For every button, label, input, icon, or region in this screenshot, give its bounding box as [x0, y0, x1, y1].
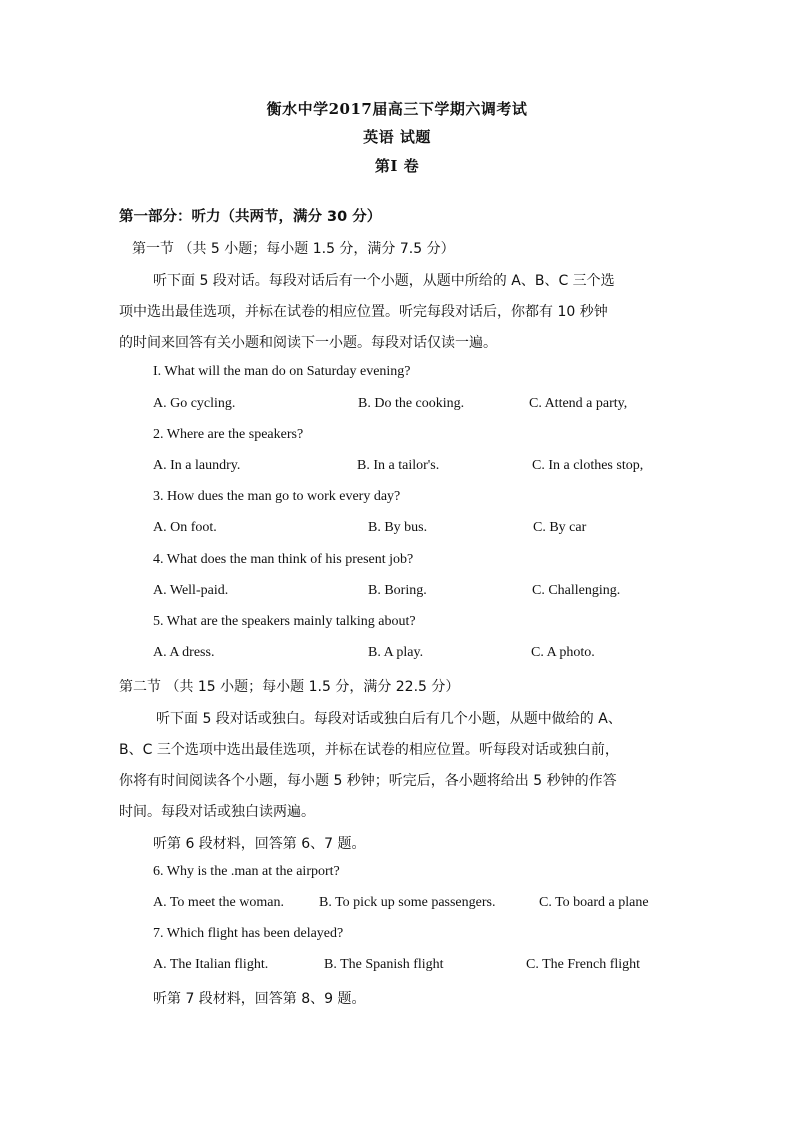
section2-instruction-line: 你将有时间阅读各个小题，每小题 5 秒钟；听完后，各小题将给出 5 秒钟的作答	[119, 773, 617, 789]
question-3-option-a: A. On foot.	[153, 520, 217, 535]
question-2-option-a: A. In a laundry.	[153, 458, 241, 473]
section2-instruction-line: 听下面 5 段对话或独白。每段对话或独白后有几个小题，从题中做给的 A、	[156, 711, 622, 727]
question-4: 4. What does the man think of his present job?	[153, 552, 414, 567]
question-6-option-a: A. To meet the woman.	[153, 895, 284, 910]
question-6: 6. Why is the .man at the airport?	[153, 864, 340, 879]
section1-instruction-line: 的时间来回答有关小题和阅读下一小题。每段对话仅读一遍。	[119, 335, 497, 351]
question-5-option-b: B. A play.	[368, 645, 424, 660]
question-2-option-c: C. In a clothes stop,	[532, 458, 644, 473]
question-6-option-b: B. To pick up some passengers.	[319, 895, 496, 910]
section1-instruction-line: 项中选出最佳选项，并标在试卷的相应位置。听完每段对话后，你都有 10 秒钟	[119, 304, 608, 320]
question-2-option-b: B. In a tailor's.	[357, 458, 440, 473]
question-7-option-c: C. The French flight	[526, 957, 641, 972]
material-6-heading: 听第 6 段材料，回答第 6、7 题。	[153, 836, 366, 852]
material-7-heading: 听第 7 段材料，回答第 8、9 题。	[153, 991, 366, 1007]
exam-title: 衡水中学2017届高三下学期六调考试	[266, 100, 528, 118]
part1-heading: 第一部分：听力（共两节，满分 30 分）	[119, 209, 382, 225]
question-4-option-a: A. Well-paid.	[153, 583, 229, 598]
question-5-option-c: C. A photo.	[531, 645, 595, 660]
question-3: 3. How dues the man go to work every day?	[153, 489, 401, 504]
question-2: 2. Where are the speakers?	[153, 427, 304, 442]
question-1-option-a: A. Go cycling.	[153, 396, 236, 411]
question-7-option-a: A. The Italian flight.	[153, 957, 269, 972]
section2-heading: 第二节 （共 15 小题；每小题 1.5 分，满分 22.5 分）	[119, 679, 460, 695]
question-1-option-c: C. Attend a party,	[529, 396, 628, 411]
question-5: 5. What are the speakers mainly talking about?	[153, 614, 416, 629]
question-1-option-b: B. Do the cooking.	[358, 396, 465, 411]
question-5-option-a: A. A dress.	[153, 645, 215, 660]
section2-instruction-line: 时间。每段对话或独白读两遍。	[119, 804, 315, 820]
question-7: 7. Which flight has been delayed?	[153, 926, 344, 941]
section2-instruction-line: B、C 三个选项中选出最佳选项，并标在试卷的相应位置。听每段对话或独白前，	[119, 742, 619, 758]
question-3-option-b: B. By bus.	[368, 520, 428, 535]
question-4-option-b: B. Boring.	[368, 583, 427, 598]
exam-subtitle: 英语 试题	[363, 128, 431, 146]
volume-label: 第I 卷	[374, 157, 420, 175]
section1-instruction-line: 听下面 5 段对话。每段对话后有一个小题，从题中所给的 A、B、C 三个选	[153, 273, 615, 289]
question-4-option-c: C. Challenging.	[532, 583, 621, 598]
section1-heading: 第一节 （共 5 小题；每小题 1.5 分，满分 7.5 分）	[132, 241, 455, 257]
question-7-option-b: B. The Spanish flight	[324, 957, 444, 972]
question-1: I. What will the man do on Saturday evening?	[153, 364, 411, 379]
question-6-option-c: C. To board a plane	[539, 895, 649, 910]
question-3-option-c: C. By car	[533, 520, 587, 535]
